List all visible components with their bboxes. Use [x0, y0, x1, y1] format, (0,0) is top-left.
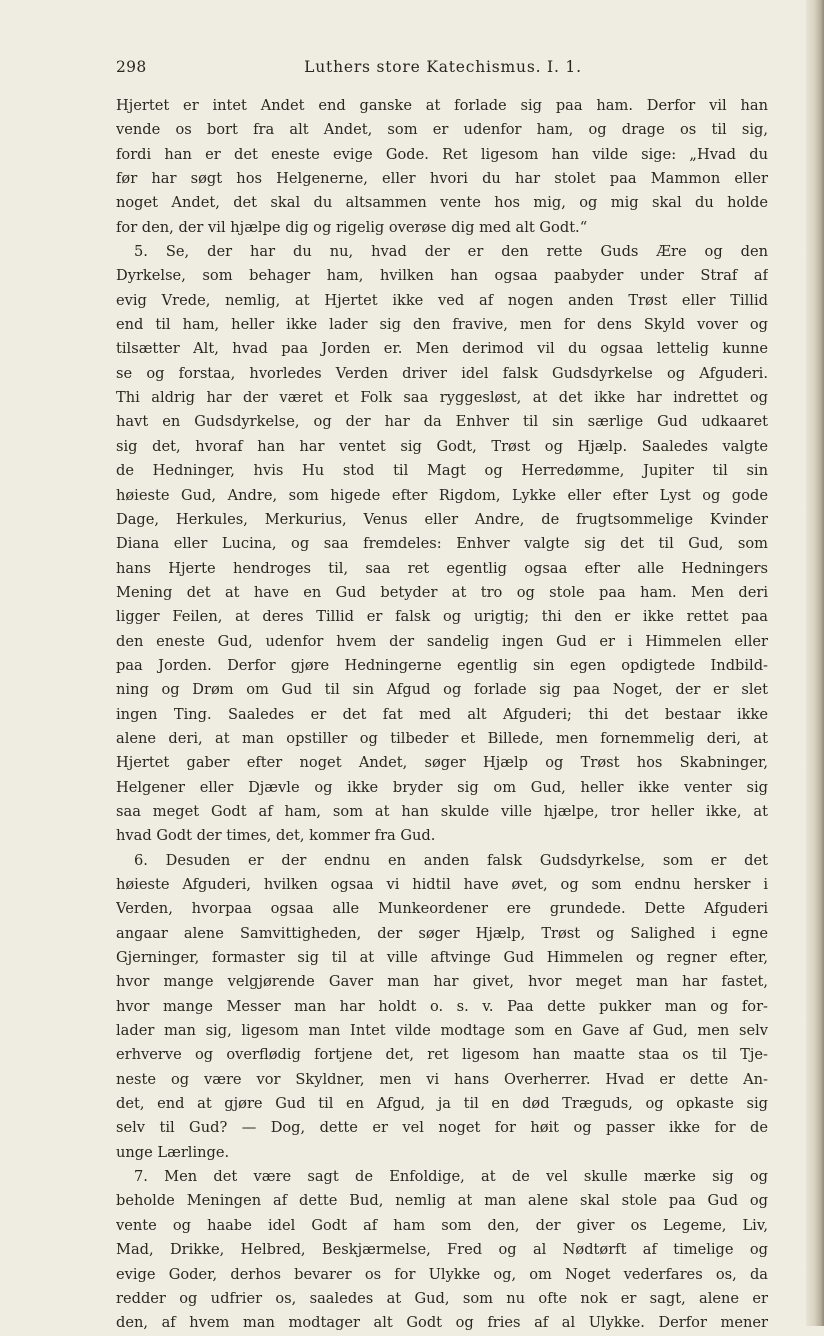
text-line: den eneste Gud, udenfor hvem der sandelig ingen Gud er i Himmelen eller	[116, 632, 768, 650]
text-line: Diana eller Lucina, og saa fremdeles: Enhver valgte sig det til Gud, som	[116, 535, 768, 553]
text-line: Dyrkelse, som behager ham, hvilken han ogsaa paabyder under Straf af	[116, 267, 768, 285]
text-line: Mening det at have en Gud betyder at tro og stole paa ham. Men deri	[116, 583, 768, 601]
text-line: tilsætter Alt, hvad paa Jorden er. Men derimod vil du ogsaa lettelig kunne	[116, 340, 768, 358]
text-line: sig det, hvoraf han har ventet sig Godt, Trøst og Hjælp. Saaledes valgte	[116, 437, 768, 455]
text-line: Helgener eller Djævle og ikke bryder sig om Gud, heller ikke venter sig	[116, 778, 768, 796]
page-number: 298	[116, 58, 147, 76]
text-line: hvor mange velgjørende Gaver man har givet, hvor meget man har fastet,	[116, 973, 768, 991]
running-head: Luthers store Katechismus. I. 1.	[304, 58, 582, 76]
text-line: 7. Men det være sagt de Enfoldige, at de vel skulle mærke sig og	[134, 1168, 768, 1186]
text-line: evig Vrede, nemlig, at Hjertet ikke ved af nogen anden Trøst eller Tillid	[116, 291, 768, 309]
page-header	[116, 58, 770, 84]
text-line: de Hedninger, hvis Hu stod til Magt og Herredømme, Jupiter til sin	[116, 462, 768, 480]
text-line: havt en Gudsdyrkelse, og der har da Enhver til sin særlige Gud udkaaret	[116, 413, 768, 431]
text-line: Dage, Herkules, Merkurius, Venus eller Andre, de frugtsommelige Kvinder	[116, 510, 768, 528]
text-line: vende os bort fra alt Andet, som er udenfor ham, og drage os til sig,	[116, 121, 768, 139]
text-line: 6. Desuden er der endnu en anden falsk Gudsdyrkelse, som er det	[134, 851, 768, 869]
text-line: Verden, hvorpaa ogsaa alle Munkeordener ere grundede. Dette Afguderi	[116, 900, 768, 918]
text-line: ning og Drøm om Gud til sin Afgud og forlade sig paa Noget, der er slet	[116, 681, 768, 699]
text-line: angaar alene Samvittigheden, der søger Hjælp, Trøst og Salighed i egne	[116, 924, 768, 942]
text-line: før har søgt hos Helgenerne, eller hvori du har stolet paa Mammon eller	[116, 170, 768, 188]
text-line: beholde Meningen af dette Bud, nemlig at man alene skal stole paa Gud og	[116, 1192, 768, 1210]
text-line: ligger Feilen, at deres Tillid er falsk og urigtig; thi den er ikke rettet paa	[116, 608, 768, 626]
text-line: vente og haabe idel Godt af ham som den, der giver os Legeme, Liv,	[116, 1216, 768, 1234]
text-line: det, end at gjøre Gud til en Afgud, ja til en død Træguds, og opkaste sig	[116, 1095, 768, 1113]
text-line: evige Goder, derhos bevarer os for Ulykke og, om Noget vederfares os, da	[116, 1265, 768, 1283]
text-line: lader man sig, ligesom man Intet vilde modtage som en Gave af Gud, men selv	[116, 1022, 768, 1040]
text-line: den, af hvem man modtager alt Godt og fries af al Ulykke. Derfor mener	[116, 1314, 768, 1332]
text-line: unge Lærlinge.	[116, 1143, 230, 1161]
text-line: for den, der vil hjælpe dig og rigelig overøse dig med alt Godt.“	[116, 218, 588, 236]
text-line: Mad, Drikke, Helbred, Beskjærmelse, Fred og al Nødtørft af timelige og	[116, 1241, 768, 1259]
text-line: saa meget Godt af ham, som at han skulde ville hjælpe, tror heller ikke, at	[116, 802, 768, 820]
text-line: fordi han er det eneste evige Gode. Ret ligesom han vilde sige: „Hvad du	[116, 145, 768, 163]
text-line: Hjertet er intet Andet end ganske at forlade sig paa ham. Derfor vil han	[116, 97, 768, 114]
text-line: høieste Gud, Andre, som higede efter Rigdom, Lykke eller efter Lyst og gode	[116, 486, 768, 504]
text-line: Gjerninger, formaster sig til at ville aftvinge Gud Himmelen og regner efter,	[116, 949, 768, 967]
text-line: hvor mange Messer man har holdt o. s. v. Paa dette pukker man og for-	[116, 997, 768, 1015]
text-line: 5. Se, der har du nu, hvad der er den rette Guds Ære og den	[134, 243, 768, 261]
text-line: hvad Godt der times, det, kommer fra Gud.	[116, 827, 436, 845]
text-line: noget Andet, det skal du altsammen vente hos mig, og mig skal du holde	[116, 194, 768, 212]
text-line: redder og udfrier os, saaledes at Gud, som nu ofte nok er sagt, alene er	[116, 1289, 768, 1307]
text-line: ingen Ting. Saaledes er det fat med alt Afguderi; thi det bestaar ikke	[116, 705, 768, 723]
text-line: neste og være vor Skyldner, men vi hans Overherrer. Hvad er dette An-	[116, 1070, 768, 1088]
body-text	[116, 94, 768, 1336]
text-line: se og forstaa, hvorledes Verden driver idel falsk Gudsdyrkelse og Afguderi.	[116, 364, 768, 382]
text-line: paa Jorden. Derfor gjøre Hedningerne egentlig sin egen opdigtede Indbild-	[116, 656, 768, 674]
page-edge-shadow	[806, 0, 824, 1326]
text-line: høieste Afguderi, hvilken ogsaa vi hidtil have øvet, og som endnu hersker i	[116, 876, 768, 893]
text-line: end til ham, heller ikke lader sig den fravive, men for dens Skyld vover og	[116, 316, 768, 334]
text-line: alene deri, at man opstiller og tilbeder et Billede, men fornemmelig deri, at	[116, 729, 768, 747]
text-line: Hjertet gaber efter noget Andet, søger Hjælp og Trøst hos Skabninger,	[116, 754, 768, 772]
text-line: Thi aldrig har der været et Folk saa ryggesløst, at det ikke har indrettet og	[116, 389, 768, 407]
text-line: erhverve og overflødig fortjene det, ret ligesom han maatte staa os til Tje-	[116, 1046, 768, 1064]
text-line: selv til Gud? — Dog, dette er vel noget for høit og passer ikke for de	[116, 1119, 768, 1137]
text-line: hans Hjerte hendroges til, saa ret egentlig ogsaa efter alle Hedningers	[116, 559, 768, 577]
